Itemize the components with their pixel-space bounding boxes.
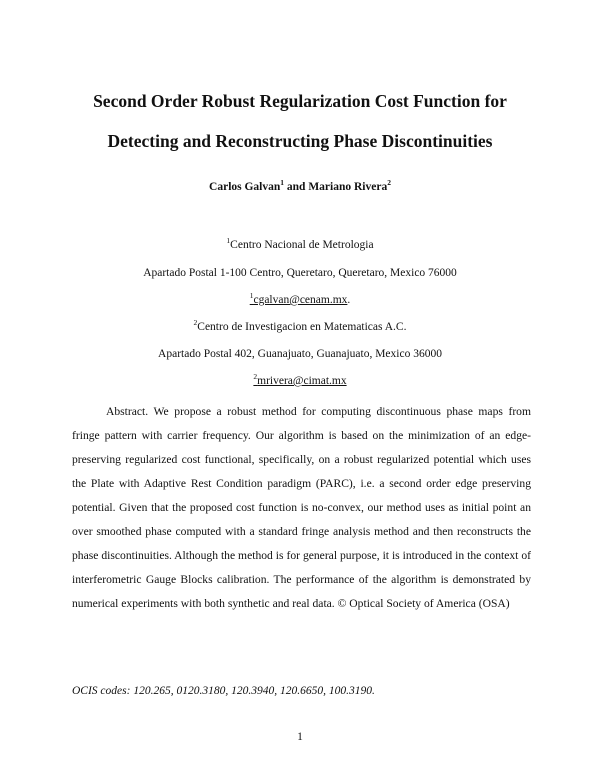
author-2-sup: 2 <box>387 178 391 188</box>
abstract-paragraph: Abstract. We propose a robust method for computing discontinuous phase maps from fringe pattern with carrier frequency. Our algorithm is based on the minimization of an edge-preserving regularized cost functional, specifically, on a robust regularized potential which uses the Plate with Adaptive Rest Condition paradigm (PARC), i.e. a second order edge preserving potential. Given that the proposed cost function is no-convex, our method uses as initial point an over smoothed phase computed with a standard fringe analysis method and then reconstructs the phase discontinuities. Although the method is for general purpose, it is introduced in the context of interferometric Gauge Blocks calibration. The performance of the algorithm is demonstrated by numerical experiments with both synthetic and real data. © Optical Society of America (OSA) <box>72 405 531 610</box>
author-2: Mariano Rivera <box>308 181 388 193</box>
affiliation-2-email: mrivera@cimat.mx <box>257 375 347 387</box>
affiliation-1-name-text: Centro Nacional de Metrologia <box>230 239 374 251</box>
author-1: Carlos Galvan <box>209 181 281 193</box>
affiliation-1-sup: 1 <box>226 236 231 246</box>
author-conjunction: and <box>284 181 309 193</box>
affiliation-1-email-suffix: . <box>347 294 351 306</box>
affiliation-2-name <box>0 318 600 333</box>
affiliation-2-sup: 2 <box>193 318 198 328</box>
affiliation-1-email: cgalvan@cenam.mx <box>253 294 348 306</box>
affiliation-2-address: Apartado Postal 402, Guanajuato, Guanajuato, Mexico 36000 <box>158 348 442 360</box>
affiliation-2-email-link[interactable] <box>253 372 347 387</box>
affiliation-1-email-link[interactable] <box>249 291 351 306</box>
page-number: 1 <box>297 731 303 743</box>
ocis-codes: OCIS codes: 120.265, 0120.3180, 120.3940, 120.6650, 100.3190. <box>72 685 375 697</box>
title-line-2: Detecting and Reconstructing Phase Discontinuities <box>107 131 493 151</box>
affiliation-1-email-sup: 1 <box>249 291 254 301</box>
affiliation-2-email-sup: 2 <box>253 372 258 382</box>
affiliation-2-email-line <box>0 372 600 387</box>
affiliation-1-address: Apartado Postal 1-100 Centro, Queretaro, Queretaro, Mexico 76000 <box>143 267 457 279</box>
title-line-1: Second Order Robust Regularization Cost Function for <box>93 91 507 111</box>
affiliation-1-email-line <box>0 291 600 306</box>
author-1-sup: 1 <box>280 178 285 188</box>
affiliation-1-name <box>0 236 600 251</box>
affiliation-2-name-text: Centro de Investigacion en Matematicas A.C. <box>197 321 407 333</box>
author-line <box>0 178 600 193</box>
